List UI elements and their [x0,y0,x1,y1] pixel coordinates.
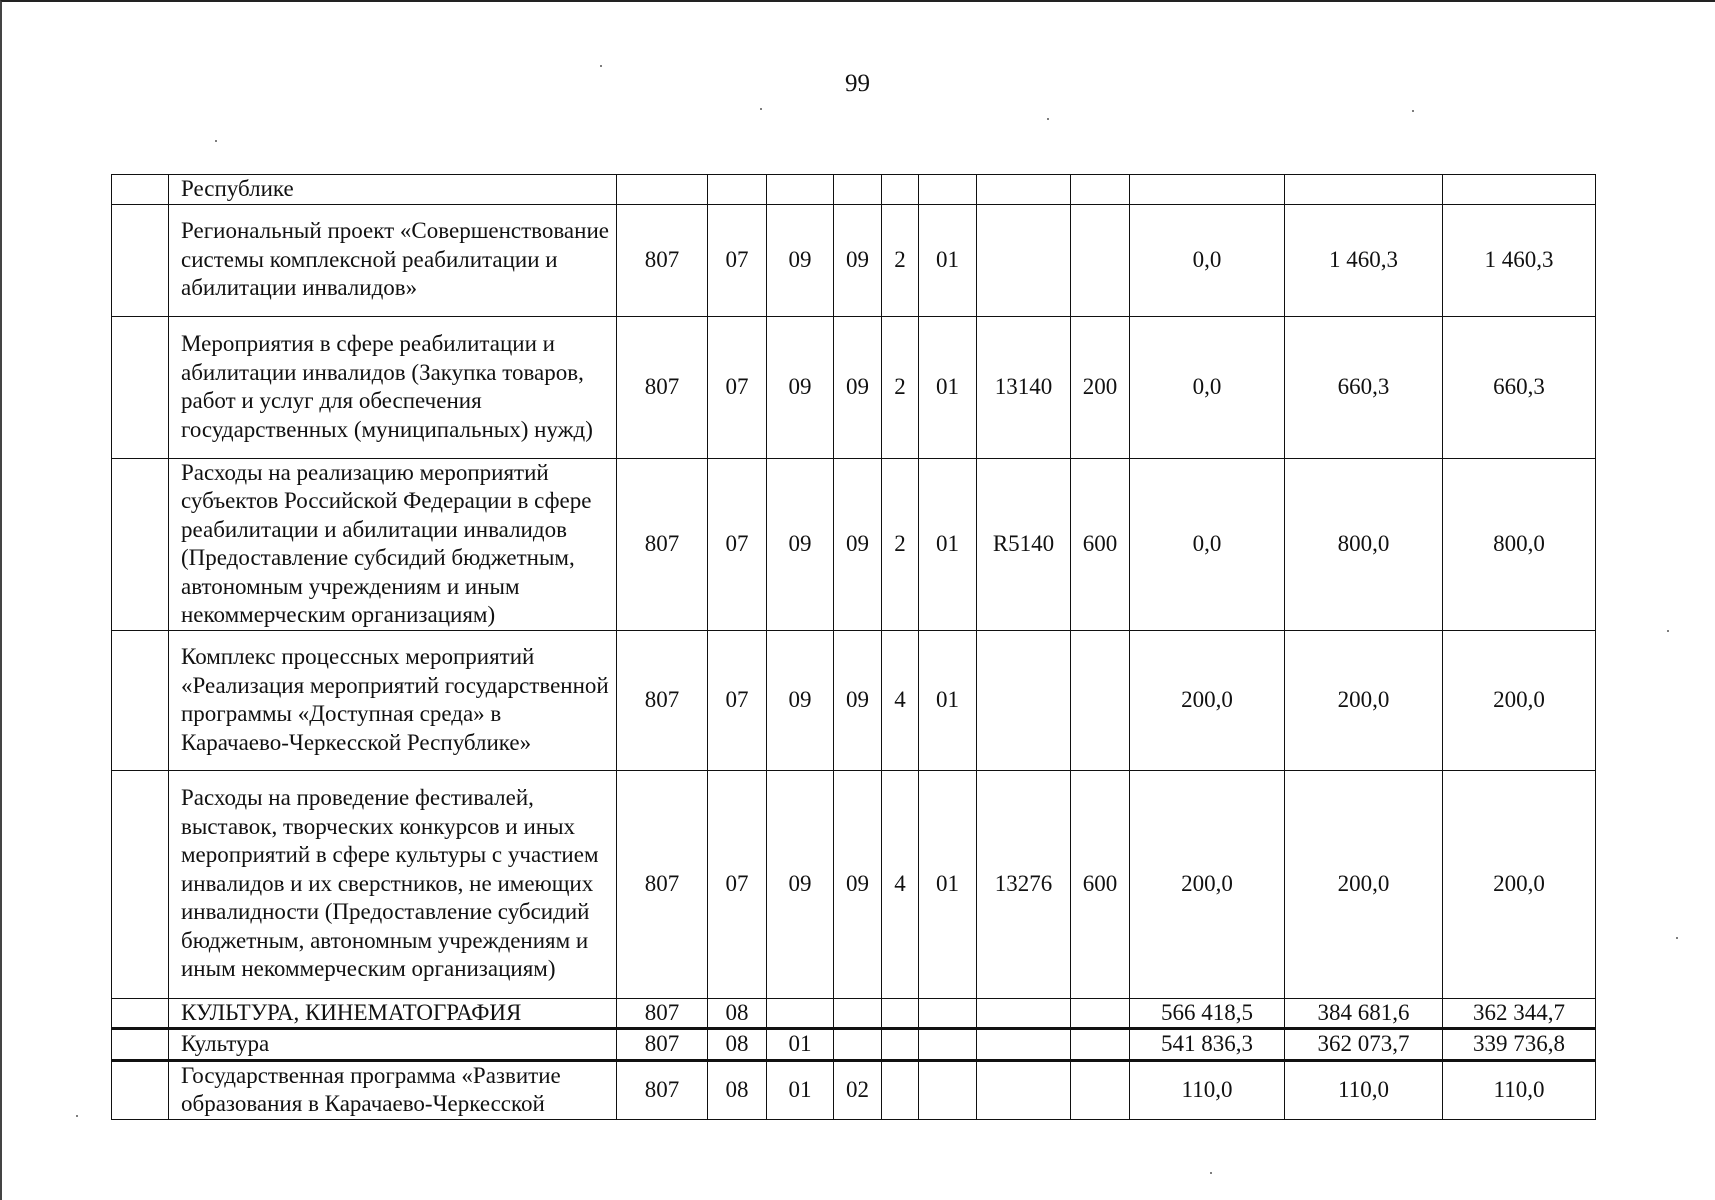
scan-speck [600,65,602,67]
subprogram-cell [882,1029,919,1061]
row-index-cell [112,458,169,630]
subsection-cell: 09 [767,630,834,770]
expense-type-cell: 600 [1071,770,1130,998]
gov-code-cell: 807 [617,630,708,770]
row-index-cell [112,204,169,316]
direction-cell [977,1029,1071,1061]
table-row [112,1029,1596,1061]
row-index-cell [112,770,169,998]
amount-2023-cell: 0,0 [1130,316,1285,458]
event-cell: 01 [919,316,977,458]
section-cell: 07 [708,316,767,458]
direction-cell [977,175,1071,205]
section-cell: 07 [708,630,767,770]
expense-type-cell: 600 [1071,458,1130,630]
amount-2023-cell: 541 836,3 [1130,1029,1285,1061]
subprogram-cell: 2 [882,458,919,630]
row-index-cell [112,175,169,205]
program-cell: 09 [834,458,882,630]
section-cell: 07 [708,770,767,998]
direction-cell [977,630,1071,770]
event-cell: 01 [919,770,977,998]
table-row [112,458,1596,630]
expense-type-cell [1071,204,1130,316]
scan-speck [76,1115,78,1117]
program-cell [834,1029,882,1061]
amount-2024-cell: 200,0 [1285,630,1443,770]
gov-code-cell: 807 [617,458,708,630]
item-name-cell: Региональный проект «Совершенствование системы комплексной реабилитации и абилитации инвалидов» [169,204,617,316]
amount-2023-cell: 566 418,5 [1130,998,1285,1029]
amount-2025-cell [1443,175,1596,205]
program-cell: 02 [834,1060,882,1119]
event-cell [919,1029,977,1061]
section-cell: 08 [708,1060,767,1119]
amount-2023-cell [1130,175,1285,205]
event-cell: 01 [919,458,977,630]
scan-speck [1210,1172,1212,1174]
section-cell: 08 [708,998,767,1029]
table-row [112,316,1596,458]
program-cell: 09 [834,316,882,458]
expense-type-cell [1071,630,1130,770]
amount-2024-cell: 1 460,3 [1285,204,1443,316]
subsection-cell [767,998,834,1029]
gov-code-cell: 807 [617,770,708,998]
amount-2023-cell: 0,0 [1130,458,1285,630]
amount-2024-cell: 660,3 [1285,316,1443,458]
table-row [112,175,1596,205]
amount-2025-cell: 1 460,3 [1443,204,1596,316]
program-cell: 09 [834,630,882,770]
scan-speck [1667,630,1669,632]
gov-code-cell: 807 [617,1060,708,1119]
gov-code-cell: 807 [617,204,708,316]
item-name-cell: Мероприятия в сфере реабилитации и абилитации инвалидов (Закупка товаров, работ и услуг для обеспечения государственных (муниципальных) нужд) [169,316,617,458]
item-name-cell: КУЛЬТУРА, КИНЕМАТОГРАФИЯ [169,998,617,1029]
amount-2024-cell: 200,0 [1285,770,1443,998]
gov-code-cell: 807 [617,316,708,458]
amount-2024-cell: 800,0 [1285,458,1443,630]
section-cell: 07 [708,204,767,316]
scan-speck [1676,937,1678,939]
amount-2023-cell: 200,0 [1130,770,1285,998]
table-row [112,204,1596,316]
expense-type-cell [1071,1029,1130,1061]
item-name-cell: Комплекс процессных мероприятий «Реализация мероприятий государственной программы «Доступная среда» в Карачаево-Черкесской Республике» [169,630,617,770]
direction-cell: 13140 [977,316,1071,458]
subsection-cell: 09 [767,316,834,458]
gov-code-cell [617,175,708,205]
amount-2025-cell: 200,0 [1443,630,1596,770]
amount-2025-cell: 200,0 [1443,770,1596,998]
scan-speck [1047,118,1049,120]
amount-2025-cell: 660,3 [1443,316,1596,458]
program-cell: 09 [834,204,882,316]
table-row [112,770,1596,998]
event-cell: 01 [919,630,977,770]
row-index-cell [112,1029,169,1061]
subprogram-cell: 2 [882,204,919,316]
event-cell [919,1060,977,1119]
subprogram-cell: 2 [882,316,919,458]
subsection-cell: 09 [767,458,834,630]
row-index-cell [112,630,169,770]
page-number: 99 [845,70,870,97]
amount-2024-cell: 384 681,6 [1285,998,1443,1029]
item-name-cell: Расходы на проведение фестивалей, выставок, творческих конкурсов и иных мероприятий в сфере культуры с участием инвалидов и их сверстников, не имеющих инвалидности (Предоставление субсидий бюджетным, автономным учреждениям и иным некоммерческим организациям) [169,770,617,998]
amount-2024-cell: 110,0 [1285,1060,1443,1119]
amount-2024-cell [1285,175,1443,205]
event-cell: 01 [919,204,977,316]
subsection-cell: 09 [767,204,834,316]
direction-cell [977,204,1071,316]
gov-code-cell: 807 [617,998,708,1029]
section-cell: 07 [708,458,767,630]
program-cell: 09 [834,770,882,998]
amount-2024-cell: 362 073,7 [1285,1029,1443,1061]
amount-2025-cell: 800,0 [1443,458,1596,630]
gov-code-cell: 807 [617,1029,708,1061]
subprogram-cell: 4 [882,630,919,770]
event-cell [919,998,977,1029]
scan-speck [1412,110,1414,112]
section-cell [708,175,767,205]
amount-2023-cell: 110,0 [1130,1060,1285,1119]
item-name-cell: Республике [169,175,617,205]
direction-cell [977,998,1071,1029]
direction-cell [977,1060,1071,1119]
scan-speck [760,108,762,110]
row-index-cell [112,316,169,458]
subsection-cell: 09 [767,770,834,998]
row-index-cell [112,1060,169,1119]
amount-2025-cell: 362 344,7 [1443,998,1596,1029]
direction-cell: R5140 [977,458,1071,630]
subprogram-cell [882,1060,919,1119]
program-cell [834,175,882,205]
event-cell [919,175,977,205]
subprogram-cell: 4 [882,770,919,998]
budget-table [111,174,1596,1120]
row-index-cell [112,998,169,1029]
expense-type-cell [1071,175,1130,205]
expense-type-cell: 200 [1071,316,1130,458]
scan-speck [215,140,217,142]
table-row [112,998,1596,1029]
subsection-cell [767,175,834,205]
section-cell: 08 [708,1029,767,1061]
item-name-cell: Расходы на реализацию мероприятий субъектов Российской Федерации в сфере реабилитации и абилитации инвалидов (Предоставление субсидий бюджетным, автономным учреждениям и иным некоммерческим организациям) [169,458,617,630]
subprogram-cell [882,175,919,205]
item-name-cell: Культура [169,1029,617,1061]
amount-2023-cell: 0,0 [1130,204,1285,316]
expense-type-cell [1071,998,1130,1029]
table-row [112,630,1596,770]
direction-cell: 13276 [977,770,1071,998]
subsection-cell: 01 [767,1029,834,1061]
table-row [112,1060,1596,1119]
amount-2023-cell: 200,0 [1130,630,1285,770]
program-cell [834,998,882,1029]
expense-type-cell [1071,1060,1130,1119]
amount-2025-cell: 339 736,8 [1443,1029,1596,1061]
item-name-cell: Государственная программа «Развитие образования в Карачаево-Черкесской [169,1060,617,1119]
subsection-cell: 01 [767,1060,834,1119]
amount-2025-cell: 110,0 [1443,1060,1596,1119]
subprogram-cell [882,998,919,1029]
